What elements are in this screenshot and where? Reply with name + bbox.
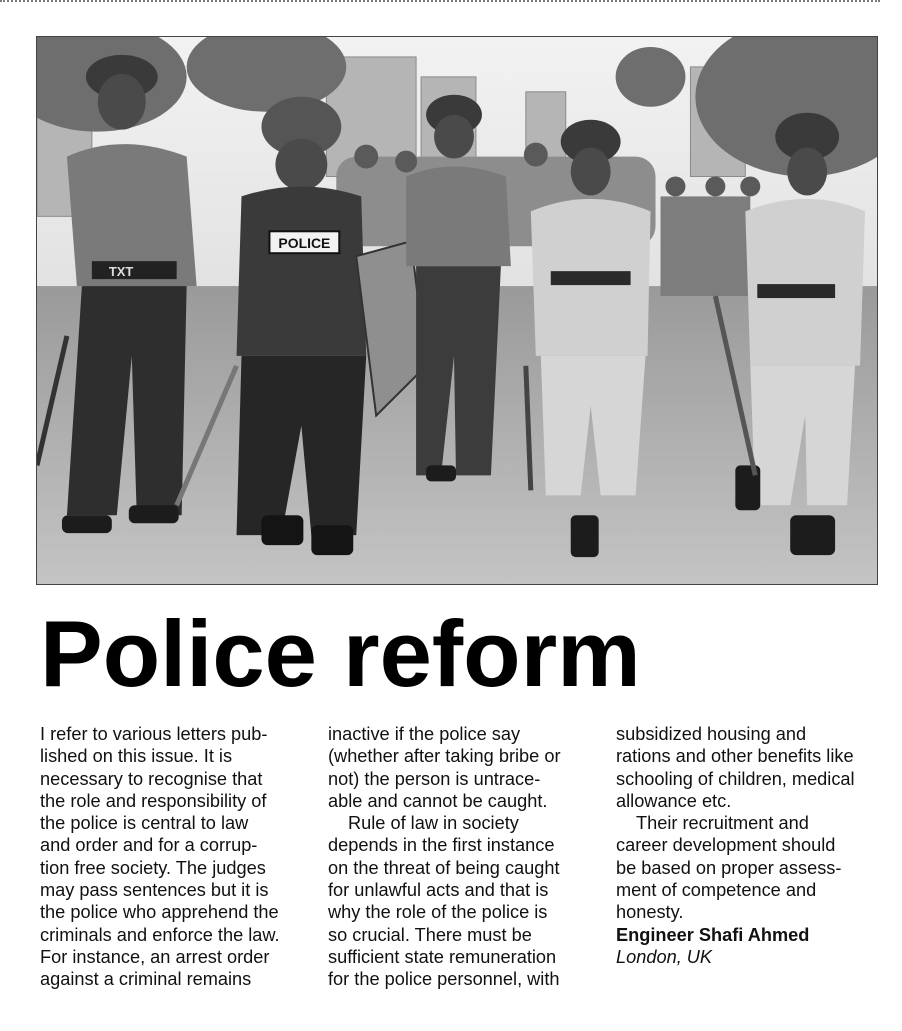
text-line: the police who apprehend the [40, 902, 279, 923]
text-line: schooling of children, medical [616, 768, 855, 789]
police-badge-text: POLICE [278, 235, 331, 252]
text-line: why the role of the police is [328, 902, 548, 923]
letter-column-1 [40, 723, 312, 991]
text-line: against a criminal remains [40, 969, 252, 990]
text-line: sufficient state remuneration [328, 946, 557, 967]
text-line: able and cannot be caught. [328, 790, 548, 811]
text-line: not) the person is untrace- [328, 768, 541, 789]
text-line: the role and responsibility of [40, 790, 267, 811]
text-line: allowance etc. [616, 790, 732, 811]
text-line: for unlawful acts and that is [328, 880, 549, 901]
text-line: lished on this issue. It is [40, 746, 233, 767]
text-line: tion free society. The judges [40, 857, 266, 878]
top-dotted-rule [0, 0, 880, 2]
police-march-photo [37, 37, 877, 584]
text-line: Their recruitment and [636, 813, 809, 834]
article-headline: Police reform [40, 601, 641, 706]
text-line: rations and other benefits like [616, 746, 854, 767]
text-line: may pass sentences but it is [40, 880, 269, 901]
signature-name: Engineer Shafi Ahmed [616, 924, 810, 945]
text-line: be based on proper assess- [616, 857, 842, 878]
signature-place: London, UK [616, 946, 713, 967]
text-line: inactive if the police say [328, 724, 521, 744]
letter-column-3 [616, 723, 888, 968]
text-line: I refer to various letters pub- [40, 724, 268, 744]
text-line: (whether after taking bribe or [328, 746, 561, 767]
text-line: criminals and enforce the law. [40, 924, 280, 945]
text-line: on the threat of being caught [328, 857, 560, 878]
letter-column-2 [328, 723, 600, 991]
text-line: the police is central to law [40, 813, 249, 834]
text-line: ment of competence and [616, 880, 817, 901]
text-line: Rule of law in society [348, 813, 519, 834]
belt-buckle-text: TXT [108, 264, 134, 280]
text-line: For instance, an arrest order [40, 946, 270, 967]
text-line: honesty. [616, 902, 684, 923]
text-line: and order and for a corrup- [40, 835, 258, 856]
text-line: career development should [616, 835, 836, 856]
text-line: necessary to recognise that [40, 768, 263, 789]
news-photo [36, 36, 878, 585]
text-line: depends in the first instance [328, 835, 555, 856]
text-line: so crucial. There must be [328, 924, 532, 945]
text-line: for the police personnel, with [328, 969, 560, 990]
text-line: subsidized housing and [616, 724, 807, 744]
